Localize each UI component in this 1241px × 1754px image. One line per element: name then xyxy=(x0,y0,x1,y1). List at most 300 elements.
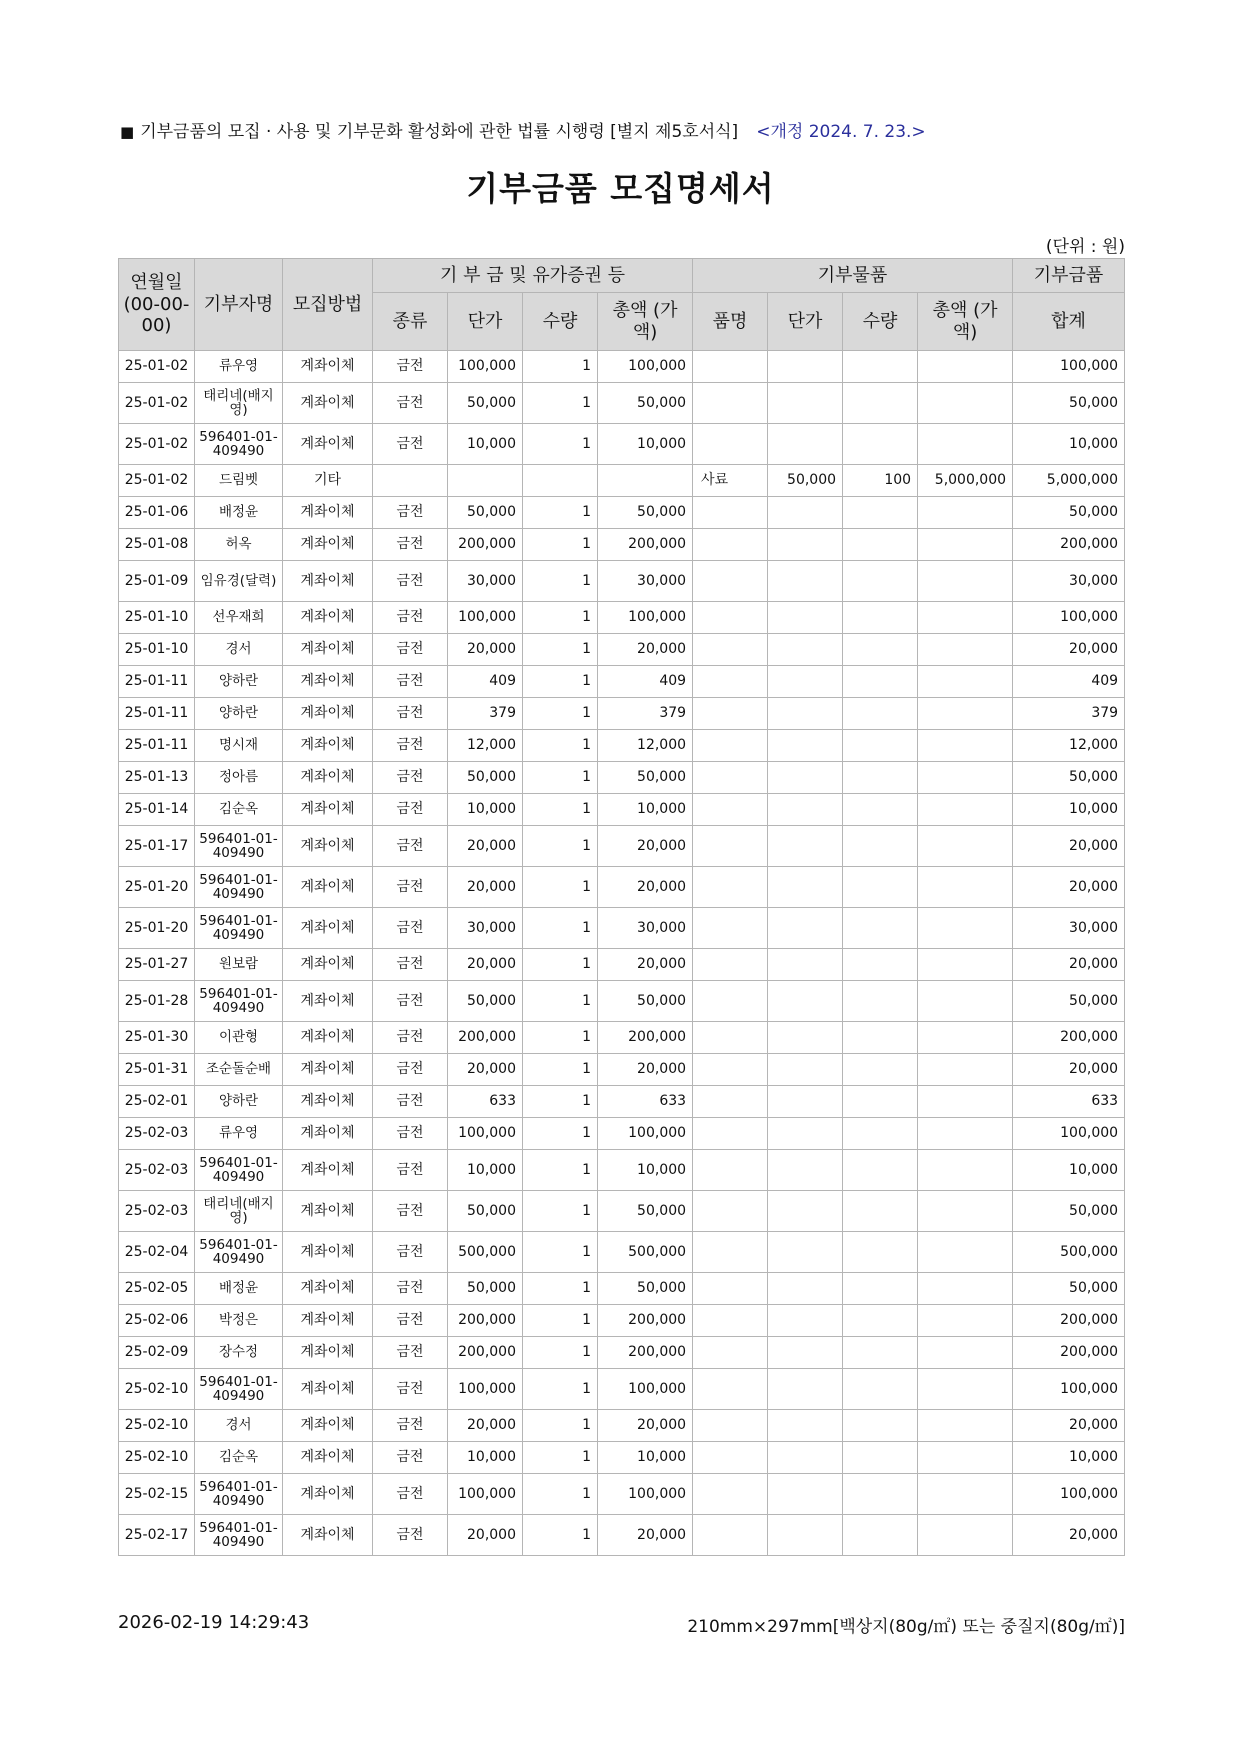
table-header xyxy=(119,259,1125,351)
cell-total: 200,000 xyxy=(1013,1022,1125,1054)
cell-total: 30,000 xyxy=(1013,908,1125,949)
cell-unit-price: 20,000 xyxy=(448,634,523,666)
cell-qty: 1 xyxy=(523,602,598,634)
cell-unit-price: 10,000 xyxy=(448,1442,523,1474)
cell-amount: 100,000 xyxy=(598,602,693,634)
cell-type: 금전 xyxy=(373,1474,448,1515)
cell-donor: 596401-01-409490 xyxy=(195,424,283,465)
cell-type: 금전 xyxy=(373,762,448,794)
cell-amount xyxy=(598,465,693,497)
cell-qty: 1 xyxy=(523,730,598,762)
cell-donor: 임유경(달력) xyxy=(195,561,283,602)
table-row xyxy=(119,383,1125,424)
cell-goods-amount xyxy=(918,908,1013,949)
cell-method: 계좌이체 xyxy=(283,981,373,1022)
cell-type: 금전 xyxy=(373,1022,448,1054)
cell-amount: 500,000 xyxy=(598,1232,693,1273)
cell-goods-qty xyxy=(843,1273,918,1305)
page-title: 기부금품 모집명세서 xyxy=(466,169,775,208)
cell-method: 계좌이체 xyxy=(283,602,373,634)
cell-goods-qty xyxy=(843,1369,918,1410)
table-row xyxy=(119,949,1125,981)
table-row xyxy=(119,1273,1125,1305)
cell-goods-price xyxy=(768,1054,843,1086)
cell-goods-price xyxy=(768,1191,843,1232)
cell-qty: 1 xyxy=(523,497,598,529)
cell-method: 계좌이체 xyxy=(283,794,373,826)
cell-goods-price xyxy=(768,1273,843,1305)
cell-date: 25-01-02 xyxy=(119,465,195,497)
cell-donor: 596401-01-409490 xyxy=(195,908,283,949)
cell-date: 25-01-02 xyxy=(119,424,195,465)
cell-unit-price: 20,000 xyxy=(448,1515,523,1556)
cell-goods-price xyxy=(768,826,843,867)
table-row xyxy=(119,1442,1125,1474)
cell-total: 50,000 xyxy=(1013,497,1125,529)
cell-date: 25-01-13 xyxy=(119,762,195,794)
table-row xyxy=(119,351,1125,383)
cell-goods-price xyxy=(768,730,843,762)
cell-date: 25-02-04 xyxy=(119,1232,195,1273)
cell-total: 100,000 xyxy=(1013,602,1125,634)
col-goods-unit-price-header: 단가 xyxy=(768,293,843,351)
cell-total: 50,000 xyxy=(1013,1191,1125,1232)
cell-goods-qty xyxy=(843,1410,918,1442)
table-row xyxy=(119,666,1125,698)
cell-donor: 허옥 xyxy=(195,529,283,561)
cell-total: 200,000 xyxy=(1013,1337,1125,1369)
money-group-header: 기 부 금 및 유가증권 등 xyxy=(373,259,693,293)
cell-unit-price: 10,000 xyxy=(448,1150,523,1191)
cell-date: 25-01-10 xyxy=(119,602,195,634)
cell-goods-amount xyxy=(918,1410,1013,1442)
cell-total: 20,000 xyxy=(1013,826,1125,867)
cell-method: 계좌이체 xyxy=(283,949,373,981)
cell-type: 금전 xyxy=(373,867,448,908)
cell-item-name xyxy=(693,908,768,949)
cell-goods-price xyxy=(768,1369,843,1410)
cell-amount: 20,000 xyxy=(598,826,693,867)
cell-total: 50,000 xyxy=(1013,1273,1125,1305)
cell-total: 30,000 xyxy=(1013,561,1125,602)
cell-donor: 596401-01-409490 xyxy=(195,1150,283,1191)
cell-method: 계좌이체 xyxy=(283,666,373,698)
cell-total: 20,000 xyxy=(1013,949,1125,981)
cell-date: 25-02-17 xyxy=(119,1515,195,1556)
cell-method: 계좌이체 xyxy=(283,730,373,762)
cell-item-name xyxy=(693,383,768,424)
table-row xyxy=(119,698,1125,730)
cell-total: 10,000 xyxy=(1013,794,1125,826)
cell-goods-amount xyxy=(918,1232,1013,1273)
cell-date: 25-01-08 xyxy=(119,529,195,561)
law-reference xyxy=(120,117,926,142)
cell-method: 계좌이체 xyxy=(283,1337,373,1369)
cell-amount: 200,000 xyxy=(598,529,693,561)
cell-unit-price: 100,000 xyxy=(448,351,523,383)
cell-unit-price: 12,000 xyxy=(448,730,523,762)
col-date-header: 연월일 (00-00-00) xyxy=(119,259,195,351)
cell-unit-price: 20,000 xyxy=(448,867,523,908)
col-qty-header: 수량 xyxy=(523,293,598,351)
cell-method: 계좌이체 xyxy=(283,1305,373,1337)
cell-qty: 1 xyxy=(523,762,598,794)
cell-donor: 류우영 xyxy=(195,351,283,383)
cell-qty: 1 xyxy=(523,949,598,981)
table-row xyxy=(119,762,1125,794)
cell-amount: 379 xyxy=(598,698,693,730)
cell-goods-amount xyxy=(918,949,1013,981)
cell-method: 계좌이체 xyxy=(283,1086,373,1118)
cell-amount: 100,000 xyxy=(598,1474,693,1515)
cell-total: 20,000 xyxy=(1013,1410,1125,1442)
cell-goods-qty xyxy=(843,867,918,908)
cell-goods-qty: 100 xyxy=(843,465,918,497)
cell-goods-amount xyxy=(918,981,1013,1022)
cell-type: 금전 xyxy=(373,1054,448,1086)
cell-goods-price xyxy=(768,1442,843,1474)
cell-goods-amount xyxy=(918,1515,1013,1556)
cell-goods-price xyxy=(768,424,843,465)
cell-amount: 50,000 xyxy=(598,762,693,794)
cell-qty: 1 xyxy=(523,666,598,698)
cell-goods-qty xyxy=(843,1054,918,1086)
cell-type: 금전 xyxy=(373,1191,448,1232)
cell-type: 금전 xyxy=(373,794,448,826)
cell-goods-qty xyxy=(843,1022,918,1054)
col-unit-price-header: 단가 xyxy=(448,293,523,351)
cell-unit-price: 50,000 xyxy=(448,497,523,529)
cell-qty: 1 xyxy=(523,1305,598,1337)
cell-donor: 드림벳 xyxy=(195,465,283,497)
cell-goods-price xyxy=(768,981,843,1022)
cell-donor: 양하란 xyxy=(195,698,283,730)
cell-unit-price: 10,000 xyxy=(448,794,523,826)
cell-amount: 20,000 xyxy=(598,867,693,908)
cell-item-name xyxy=(693,1337,768,1369)
paper-spec: 210mm×297mm[백상지(80g/㎡) 또는 중질지(80g/㎡)] xyxy=(687,1617,1125,1637)
cell-donor: 장수정 xyxy=(195,1337,283,1369)
cell-qty: 1 xyxy=(523,794,598,826)
cell-goods-qty xyxy=(843,698,918,730)
cell-type: 금전 xyxy=(373,529,448,561)
cell-goods-price xyxy=(768,1232,843,1273)
cell-goods-price xyxy=(768,634,843,666)
cell-method: 계좌이체 xyxy=(283,1410,373,1442)
cell-method: 계좌이체 xyxy=(283,1515,373,1556)
table-row xyxy=(119,1410,1125,1442)
cell-unit-price: 100,000 xyxy=(448,1118,523,1150)
col-item-name-header: 품명 xyxy=(693,293,768,351)
cell-type: 금전 xyxy=(373,1150,448,1191)
cell-date: 25-02-15 xyxy=(119,1474,195,1515)
cell-goods-amount xyxy=(918,602,1013,634)
cell-amount: 200,000 xyxy=(598,1022,693,1054)
cell-type: 금전 xyxy=(373,826,448,867)
cell-method: 계좌이체 xyxy=(283,634,373,666)
cell-unit-price: 50,000 xyxy=(448,383,523,424)
cell-goods-price xyxy=(768,1086,843,1118)
cell-amount: 50,000 xyxy=(598,1273,693,1305)
cell-unit-price: 100,000 xyxy=(448,602,523,634)
cell-method: 계좌이체 xyxy=(283,1232,373,1273)
col-donor-header: 기부자명 xyxy=(195,259,283,351)
cell-amount: 20,000 xyxy=(598,1410,693,1442)
cell-unit-price: 20,000 xyxy=(448,826,523,867)
cell-goods-qty xyxy=(843,561,918,602)
cell-goods-qty xyxy=(843,826,918,867)
cell-qty: 1 xyxy=(523,1273,598,1305)
cell-qty: 1 xyxy=(523,1515,598,1556)
cell-qty: 1 xyxy=(523,1022,598,1054)
cell-date: 25-01-10 xyxy=(119,634,195,666)
cell-goods-amount xyxy=(918,1273,1013,1305)
cell-goods-qty xyxy=(843,949,918,981)
cell-type: 금전 xyxy=(373,602,448,634)
cell-method: 계좌이체 xyxy=(283,1054,373,1086)
cell-item-name xyxy=(693,867,768,908)
cell-goods-qty xyxy=(843,529,918,561)
cell-date: 25-01-20 xyxy=(119,908,195,949)
cell-qty: 1 xyxy=(523,698,598,730)
cell-qty: 1 xyxy=(523,1232,598,1273)
cell-item-name xyxy=(693,1369,768,1410)
cell-item-name xyxy=(693,1086,768,1118)
cell-donor: 양하란 xyxy=(195,666,283,698)
cell-item-name xyxy=(693,497,768,529)
cell-date: 25-02-03 xyxy=(119,1118,195,1150)
cell-item-name xyxy=(693,762,768,794)
cell-amount: 100,000 xyxy=(598,1369,693,1410)
cell-method: 계좌이체 xyxy=(283,1442,373,1474)
cell-qty: 1 xyxy=(523,1118,598,1150)
cell-goods-price xyxy=(768,1022,843,1054)
cell-date: 25-02-09 xyxy=(119,1337,195,1369)
cell-amount: 30,000 xyxy=(598,908,693,949)
cell-date: 25-01-31 xyxy=(119,1054,195,1086)
cell-date: 25-01-11 xyxy=(119,698,195,730)
cell-qty: 1 xyxy=(523,1191,598,1232)
cell-date: 25-01-02 xyxy=(119,351,195,383)
cell-goods-amount xyxy=(918,1086,1013,1118)
cell-goods-price xyxy=(768,794,843,826)
cell-item-name xyxy=(693,1305,768,1337)
cell-goods-amount xyxy=(918,1022,1013,1054)
table-row xyxy=(119,424,1125,465)
cell-item-name xyxy=(693,1022,768,1054)
cell-item-name xyxy=(693,1118,768,1150)
cell-total: 10,000 xyxy=(1013,424,1125,465)
cell-goods-amount xyxy=(918,698,1013,730)
cell-type: 금전 xyxy=(373,1369,448,1410)
cell-unit-price: 100,000 xyxy=(448,1369,523,1410)
cell-amount: 12,000 xyxy=(598,730,693,762)
cell-unit-price: 30,000 xyxy=(448,561,523,602)
cell-date: 25-02-10 xyxy=(119,1410,195,1442)
cell-amount: 50,000 xyxy=(598,981,693,1022)
cell-date: 25-01-27 xyxy=(119,949,195,981)
cell-total: 50,000 xyxy=(1013,981,1125,1022)
table-row xyxy=(119,465,1125,497)
cell-type: 금전 xyxy=(373,1118,448,1150)
cell-method: 기타 xyxy=(283,465,373,497)
cell-goods-amount xyxy=(918,826,1013,867)
table-row xyxy=(119,1054,1125,1086)
cell-qty: 1 xyxy=(523,1337,598,1369)
cell-type: 금전 xyxy=(373,1515,448,1556)
cell-goods-amount xyxy=(918,497,1013,529)
col-goods-qty-header: 수량 xyxy=(843,293,918,351)
cell-amount: 20,000 xyxy=(598,634,693,666)
cell-unit-price: 50,000 xyxy=(448,1273,523,1305)
cell-goods-amount xyxy=(918,1442,1013,1474)
cell-type: 금전 xyxy=(373,1273,448,1305)
cell-item-name xyxy=(693,1273,768,1305)
cell-goods-amount xyxy=(918,1191,1013,1232)
revision-note: <개정 2024. 7. 23.> xyxy=(756,122,926,142)
cell-amount: 633 xyxy=(598,1086,693,1118)
cell-goods-qty xyxy=(843,1118,918,1150)
cell-unit-price xyxy=(448,465,523,497)
table-row xyxy=(119,1474,1125,1515)
cell-qty: 1 xyxy=(523,383,598,424)
cell-qty: 1 xyxy=(523,351,598,383)
cell-goods-qty xyxy=(843,424,918,465)
table-row xyxy=(119,867,1125,908)
cell-type: 금전 xyxy=(373,351,448,383)
cell-method: 계좌이체 xyxy=(283,383,373,424)
table-body xyxy=(119,351,1125,1556)
cell-goods-amount: 5,000,000 xyxy=(918,465,1013,497)
cell-goods-qty xyxy=(843,730,918,762)
cell-goods-amount xyxy=(918,351,1013,383)
cell-qty: 1 xyxy=(523,1410,598,1442)
cell-item-name xyxy=(693,698,768,730)
cell-item-name xyxy=(693,1442,768,1474)
cell-donor: 정아름 xyxy=(195,762,283,794)
cell-donor: 김순옥 xyxy=(195,794,283,826)
cell-type: 금전 xyxy=(373,1410,448,1442)
cell-goods-qty xyxy=(843,762,918,794)
cell-goods-price xyxy=(768,908,843,949)
cell-date: 25-02-03 xyxy=(119,1150,195,1191)
cell-amount: 10,000 xyxy=(598,424,693,465)
table-row xyxy=(119,497,1125,529)
cell-amount: 50,000 xyxy=(598,497,693,529)
table-row xyxy=(119,794,1125,826)
table-row xyxy=(119,1022,1125,1054)
cell-date: 25-01-14 xyxy=(119,794,195,826)
table-row xyxy=(119,1232,1125,1273)
cell-date: 25-02-05 xyxy=(119,1273,195,1305)
cell-total: 100,000 xyxy=(1013,1474,1125,1515)
cell-amount: 50,000 xyxy=(598,1191,693,1232)
cell-donor: 선우재희 xyxy=(195,602,283,634)
cell-goods-price xyxy=(768,1410,843,1442)
cell-unit-price: 50,000 xyxy=(448,1191,523,1232)
cell-qty: 1 xyxy=(523,981,598,1022)
cell-type: 금전 xyxy=(373,1337,448,1369)
cell-total: 100,000 xyxy=(1013,1369,1125,1410)
cell-type: 금전 xyxy=(373,981,448,1022)
total-group-header: 기부금품 xyxy=(1013,259,1125,293)
cell-item-name xyxy=(693,1232,768,1273)
cell-goods-qty xyxy=(843,1150,918,1191)
cell-method: 계좌이체 xyxy=(283,826,373,867)
cell-method: 계좌이체 xyxy=(283,1474,373,1515)
cell-qty: 1 xyxy=(523,561,598,602)
cell-goods-amount xyxy=(918,867,1013,908)
cell-goods-amount xyxy=(918,1369,1013,1410)
cell-donor: 배정윤 xyxy=(195,497,283,529)
table-row xyxy=(119,529,1125,561)
cell-goods-qty xyxy=(843,1191,918,1232)
table-row xyxy=(119,730,1125,762)
cell-type: 금전 xyxy=(373,949,448,981)
cell-unit-price: 500,000 xyxy=(448,1232,523,1273)
cell-donor: 류우영 xyxy=(195,1118,283,1150)
table-row xyxy=(119,908,1125,949)
cell-goods-price xyxy=(768,497,843,529)
cell-amount: 100,000 xyxy=(598,351,693,383)
cell-goods-amount xyxy=(918,794,1013,826)
cell-goods-qty xyxy=(843,981,918,1022)
cell-donor: 양하란 xyxy=(195,1086,283,1118)
cell-type: 금전 xyxy=(373,698,448,730)
col-amount-header: 총액 (가액) xyxy=(598,293,693,351)
cell-goods-qty xyxy=(843,634,918,666)
cell-item-name xyxy=(693,826,768,867)
cell-goods-price xyxy=(768,351,843,383)
cell-unit-price: 409 xyxy=(448,666,523,698)
cell-goods-price xyxy=(768,762,843,794)
table-row xyxy=(119,1337,1125,1369)
cell-donor: 596401-01-409490 xyxy=(195,867,283,908)
cell-item-name xyxy=(693,730,768,762)
cell-unit-price: 379 xyxy=(448,698,523,730)
cell-method: 계좌이체 xyxy=(283,698,373,730)
col-sum-header: 합계 xyxy=(1013,293,1125,351)
cell-total: 50,000 xyxy=(1013,383,1125,424)
cell-method: 계좌이체 xyxy=(283,561,373,602)
cell-total: 200,000 xyxy=(1013,529,1125,561)
table-row xyxy=(119,561,1125,602)
cell-type: 금전 xyxy=(373,1442,448,1474)
cell-item-name xyxy=(693,1054,768,1086)
table-row xyxy=(119,981,1125,1022)
cell-donor: 이관형 xyxy=(195,1022,283,1054)
cell-goods-qty xyxy=(843,1474,918,1515)
cell-unit-price: 200,000 xyxy=(448,529,523,561)
cell-type xyxy=(373,465,448,497)
table-row xyxy=(119,634,1125,666)
cell-amount: 20,000 xyxy=(598,949,693,981)
cell-method: 계좌이체 xyxy=(283,497,373,529)
cell-item-name xyxy=(693,424,768,465)
cell-goods-amount xyxy=(918,424,1013,465)
cell-goods-amount xyxy=(918,1118,1013,1150)
cell-donor: 596401-01-409490 xyxy=(195,826,283,867)
cell-type: 금전 xyxy=(373,666,448,698)
cell-goods-price xyxy=(768,561,843,602)
cell-total: 100,000 xyxy=(1013,1118,1125,1150)
cell-donor: 596401-01-409490 xyxy=(195,981,283,1022)
cell-type: 금전 xyxy=(373,424,448,465)
cell-amount: 409 xyxy=(598,666,693,698)
col-type-header: 종류 xyxy=(373,293,448,351)
cell-date: 25-02-10 xyxy=(119,1369,195,1410)
cell-qty: 1 xyxy=(523,1054,598,1086)
